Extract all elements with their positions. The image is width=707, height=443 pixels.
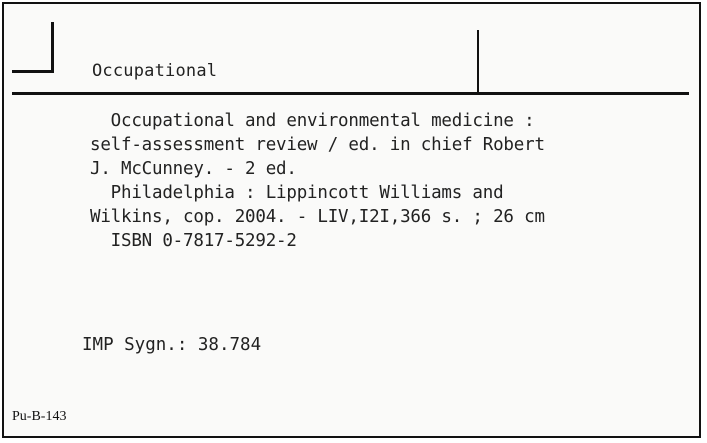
bibliographic-entry: [90, 109, 690, 253]
corner-bracket-horizontal: [12, 70, 54, 73]
entry-line-1: Occupational and environmental medicine :: [90, 111, 535, 131]
heading-separator: [477, 30, 479, 94]
entry-line-4: Philadelphia : Lippincott Williams and: [90, 183, 504, 203]
entry-line-3: J. McCunney. - 2 ed.: [90, 159, 297, 179]
corner-bracket-vertical: [51, 22, 54, 72]
catalog-card: [2, 2, 701, 438]
entry-line-6: ISBN 0-7817-5292-2: [90, 231, 297, 251]
card-heading: Occupational: [92, 61, 218, 81]
call-number: IMP Sygn.: 38.784: [82, 335, 262, 355]
entry-line-5: Wilkins, cop. 2004. - LIV,I2I,366 s. ; 26 cm: [90, 207, 545, 227]
heading-rule: [12, 92, 689, 95]
entry-line-2: self-assessment review / ed. in chief Robert: [90, 135, 545, 155]
catalog-code: Pu-B-143: [12, 409, 67, 424]
